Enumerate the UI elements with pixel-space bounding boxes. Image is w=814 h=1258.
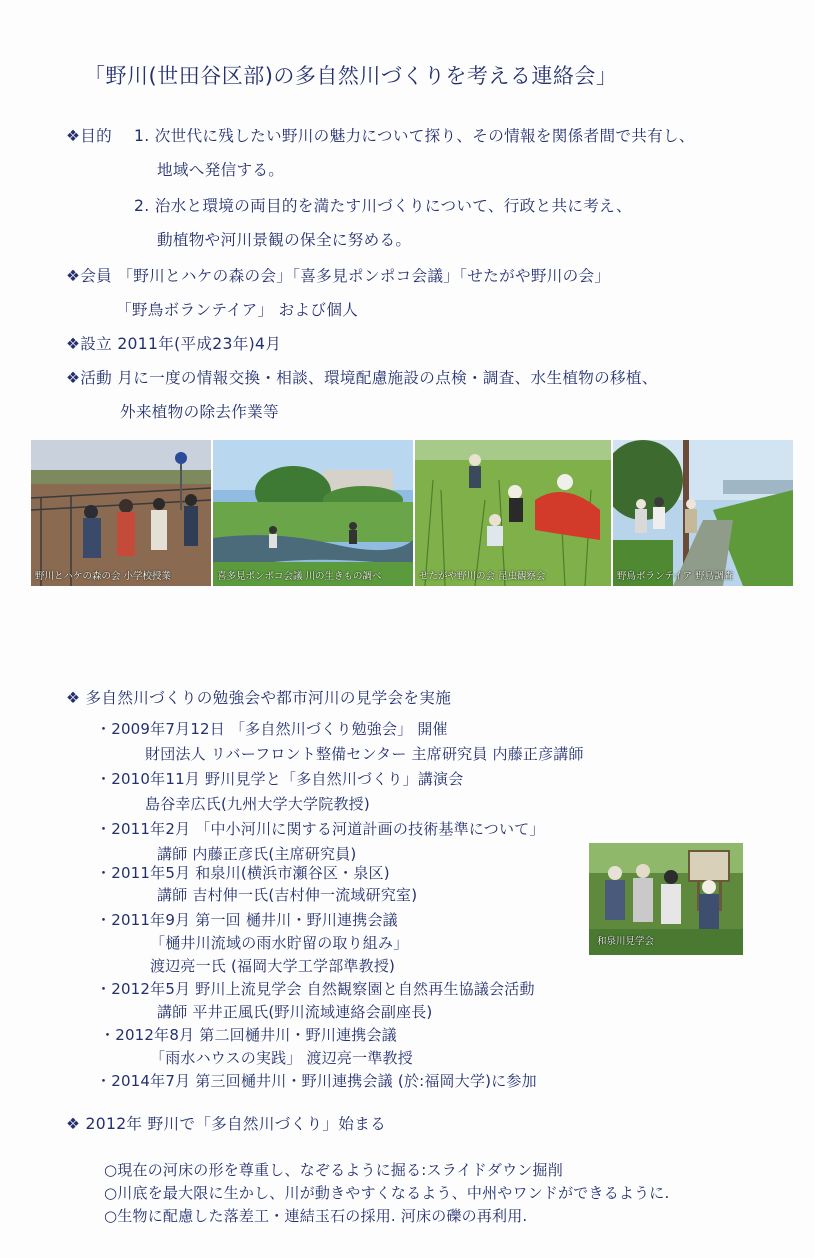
photo-bird-survey (613, 440, 793, 586)
purpose-item-1-line-1: 1. 次世代に残したい野川の魅力について探り、その情報を関係者間で共有し、 (134, 127, 695, 145)
study-line: ・2011年9月 第一回 樋井川・野川連携会議 (96, 911, 398, 929)
study-line: 講師 平井正風氏(野川流域連絡会副座長) (157, 1003, 433, 1021)
page-title: 「野川(世田谷区部)の多自然川づくりを考える連絡会」 (84, 64, 618, 88)
photo-insect-observation (415, 440, 611, 586)
photo-caption: 野川とハケの森の会 小学校授業 (35, 571, 172, 582)
study-line: 講師 内藤正彦氏(主席研究員) (157, 845, 357, 863)
start-line: ○生物に配慮した落差工・連結玉石の採用. 河床の礫の再利用. (104, 1207, 528, 1225)
purpose-item-2-line-1: 2. 治水と環境の両目的を満たす川づくりについて、行政と共に考え、 (134, 197, 632, 215)
purpose-label: ❖目的 (66, 127, 113, 145)
study-line: 渡辺亮一氏 (福岡大学工学部準教授) (150, 957, 396, 975)
founded-line: ❖設立 2011年(平成23年)4月 (66, 335, 282, 353)
start-heading: ❖ 2012年 野川で「多自然川づくり」始まる (66, 1115, 386, 1133)
members-line-1: ❖会員 「野川とハケの森の会」「喜多見ポンポコ会議」「せたがや野川の会」 (66, 267, 611, 285)
study-line: ・2012年8月 第二回樋井川・野川連携会議 (100, 1026, 397, 1044)
photo-caption: 喜多見ポンポコ会議 川の生きもの調べ (217, 571, 382, 582)
photo-creature-survey (213, 440, 413, 586)
activities-line-1: ❖活動 月に一度の情報交換・相談、環境配慮施設の点検・調査、水生植物の移植、 (66, 369, 658, 387)
study-line: ・2011年5月 和泉川(横浜市瀬谷区・泉区) (96, 864, 390, 882)
purpose-item-1-line-2: 地域へ発信する。 (157, 161, 285, 179)
study-line: ・2009年7月12日 「多自然川づくり勉強会」 開催 (96, 720, 448, 738)
study-line: 島谷幸広氏(九州大学大学院教授) (145, 795, 370, 813)
study-heading: ❖ 多自然川づくりの勉強会や都市河川の見学会を実施 (66, 689, 452, 707)
purpose-item-2-line-2: 動植物や河川景観の保全に努める。 (157, 231, 412, 249)
study-line: ・2010年11月 野川見学と「多自然川づくり」講演会 (96, 770, 464, 788)
study-line: ・2012年5月 野川上流見学会 自然観察園と自然再生協議会活動 (96, 980, 535, 998)
study-line: ・2011年2月 「中小河川に関する河道計画の技術基準について」 (96, 820, 545, 838)
members-line-2: 「野鳥ボランテイア」 および個人 (116, 301, 359, 319)
photo-caption: せたがや野川の会 昆虫観察会 (419, 571, 546, 582)
start-line: ○川底を最大限に生かし、川が動きやすくなるよう、中州やワンドができるように. (104, 1184, 670, 1202)
start-line: ○現在の河床の形を尊重し、なぞるように掘る:スライドダウン掘削 (104, 1161, 563, 1179)
photo-school-class (31, 440, 211, 586)
photo-caption: 野鳥ボランテイア 野鳥調査 (617, 571, 734, 582)
study-line: ・2014年7月 第三回樋井川・野川連携会議 (於:福岡大学)に参加 (96, 1072, 537, 1090)
photo-caption: 和泉川見学会 (597, 936, 655, 947)
photo-izumi-river (589, 843, 743, 955)
study-line: 「雨水ハウスの実践」 渡辺亮一準教授 (150, 1049, 413, 1067)
study-line: 「樋井川流域の雨水貯留の取り組み」 (150, 934, 409, 952)
study-line: 財団法人 リバーフロント整備センター 主席研究員 内藤正彦講師 (145, 745, 584, 763)
study-line: 講師 吉村伸一氏(吉村伸一流域研究室) (157, 886, 418, 904)
activities-line-2: 外来植物の除去作業等 (120, 403, 279, 421)
